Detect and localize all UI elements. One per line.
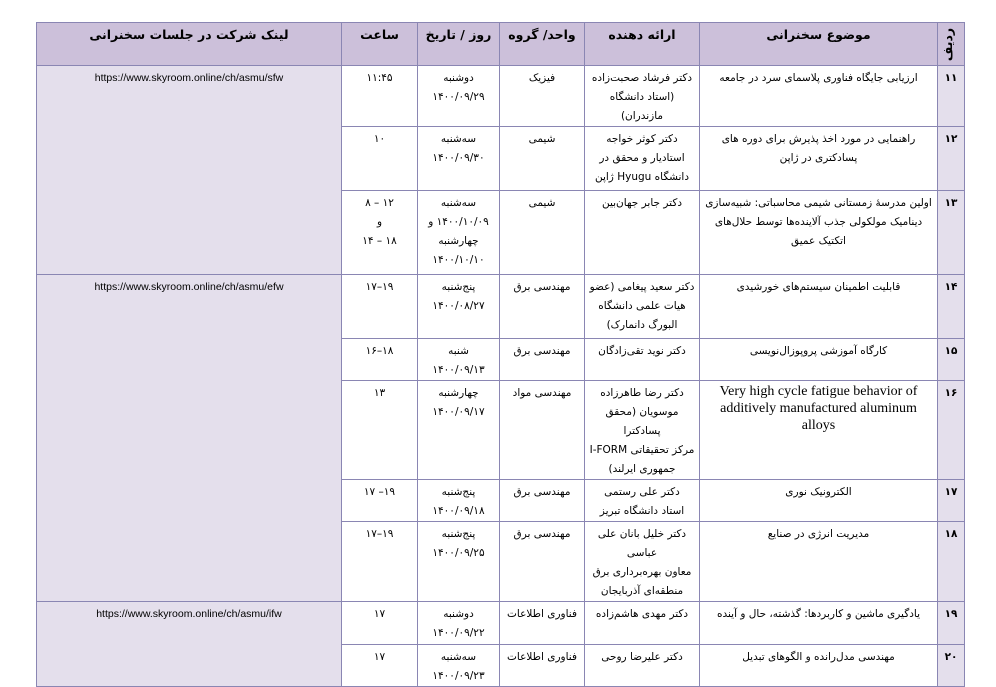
header-row [37,23,965,66]
topic-cell: یادگیری ماشین و کاربردها: گذشته، حال و آینده [700,602,938,645]
date-cell: چهارشنبه ۱۴۰۰/۰۹/۱۷ [418,381,500,480]
row-number: ۱۹ [938,602,965,645]
presenter-cell: دکتر مهدی هاشم‌زاده [585,602,700,645]
time-cell: ۱۹–۱۷ [342,522,418,602]
topic-cell: مدیریت انرژی در صنایع [700,522,938,602]
topic-cell: راهنمایی در مورد اخذ پذیرش برای دوره های پسادکتری در ژاپن [700,127,938,191]
row-number: ۱۵ [938,339,965,381]
time-cell: ۱۷ [342,645,418,687]
topic-cell: مهندسی مدل‌رانده و الگوهای تبدیل [700,645,938,687]
presenter-cell: دکتر خلیل بانان علی عباسی معاون بهره‌برداری برق منطقه‌ای آذربایجان [585,522,700,602]
table-row [37,275,965,339]
presenter-cell: دکتر علی رستمی استاد دانشگاه تبریز [585,480,700,522]
topic-cell: اولین مدرسهٔ زمستانی شیمی محاسباتی: شبیه‌سازی دینامیک مولکولی جذب آلاینده‌ها توسط حلال‌های اتکتیک عمیق [700,191,938,275]
unit-cell: مهندسی برق [500,339,585,381]
presenter-cell: دکتر فرشاد صحبت‌زاده (استاد دانشگاه مازندران) [585,66,700,127]
meeting-link[interactable]: https://www.skyroom.online/ch/asmu/ifw [37,602,342,687]
date-cell: سه‌شنبه ۱۴۰۰/۰۹/۲۳ [418,645,500,687]
meeting-link[interactable]: https://www.skyroom.online/ch/asmu/sfw [37,66,342,275]
topic-cell: الکترونیک نوری [700,480,938,522]
date-cell: دوشنبه ۱۴۰۰/۰۹/۲۲ [418,602,500,645]
header-date: روز / تاریخ [418,23,500,66]
presenter-cell: دکتر سعید پیغامی (عضو هیات علمی دانشگاه البورگ دانمارک) [585,275,700,339]
time-cell: ۱۸–۱۶ [342,339,418,381]
presenter-cell: دکتر نوید تقی‌زادگان [585,339,700,381]
table-row [37,66,965,127]
topic-cell: ارزیابی جایگاه فناوری پلاسمای سرد در جامعه [700,66,938,127]
row-number: ۱۱ [938,66,965,127]
row-number: ۱۲ [938,127,965,191]
time-cell: ۱۲ – ۸ و ۱۸ – ۱۴ [342,191,418,275]
date-cell: پنج‌شنبه ۱۴۰۰/۰۹/۱۸ [418,480,500,522]
unit-cell: مهندسی برق [500,275,585,339]
time-cell: ۱۱:۴۵ [342,66,418,127]
unit-cell: شیمی [500,191,585,275]
table-row [37,602,965,645]
time-cell: ۱۰ [342,127,418,191]
topic-cell: کارگاه آموزشی پروپوزال‌نویسی [700,339,938,381]
unit-cell: فیزیک [500,66,585,127]
unit-cell: مهندسی برق [500,522,585,602]
date-cell: پنج‌شنبه ۱۴۰۰/۰۹/۲۵ [418,522,500,602]
time-cell: ۱۳ [342,381,418,480]
time-cell: ۱۹–۱۷ [342,275,418,339]
meeting-link[interactable]: https://www.skyroom.online/ch/asmu/efw [37,275,342,602]
header-unit: واحد/ گروه [500,23,585,66]
header-link: لینک شرکت در جلسات سخنرانی [37,23,342,66]
row-number: ۱۴ [938,275,965,339]
lecture-schedule-table [36,22,965,687]
date-cell: شنبه ۱۴۰۰/۰۹/۱۳ [418,339,500,381]
header-time: ساعت [342,23,418,66]
presenter-cell: دکتر جابر جهان‌بین [585,191,700,275]
row-number: ۱۳ [938,191,965,275]
presenter-cell: دکتر کوثر خواجه استادیار و محقق در دانشگاه Hyugu ژاپن [585,127,700,191]
unit-cell: فناوری اطلاعات [500,645,585,687]
header-presenter: ارائه دهنده [585,23,700,66]
row-number: ۱۶ [938,381,965,480]
time-cell: ۱۹– ۱۷ [342,480,418,522]
unit-cell: شیمی [500,127,585,191]
row-number: ۱۷ [938,480,965,522]
date-cell: سه‌شنبه ۱۴۰۰/۰۹/۳۰ [418,127,500,191]
row-number: ۱۸ [938,522,965,602]
presenter-cell: دکتر علیرضا روحی [585,645,700,687]
date-cell: سه‌شنبه ۱۴۰۰/۱۰/۰۹ و چهارشنبه ۱۴۰۰/۱۰/۱۰ [418,191,500,275]
unit-cell: مهندسی برق [500,480,585,522]
unit-cell: فناوری اطلاعات [500,602,585,645]
time-cell: ۱۷ [342,602,418,645]
date-cell: پنج‌شنبه ۱۴۰۰/۰۸/۲۷ [418,275,500,339]
header-topic: موضوع سخنرانی [700,23,938,66]
topic-cell: Very high cycle fatigue behavior of additively manufactured aluminum alloys [700,381,938,480]
presenter-cell: دکتر رضا طاهرزاده موسویان (محقق پسادکترا مرکز تحقیقاتی I-FORM جمهوری ایرلند) [585,381,700,480]
row-number: ۲۰ [938,645,965,687]
header-row-number: ردیف [938,23,965,66]
date-cell: دوشنبه ۱۴۰۰/۰۹/۲۹ [418,66,500,127]
unit-cell: مهندسی مواد [500,381,585,480]
topic-cell: قابلیت اطمینان سیستم‌های خورشیدی [700,275,938,339]
